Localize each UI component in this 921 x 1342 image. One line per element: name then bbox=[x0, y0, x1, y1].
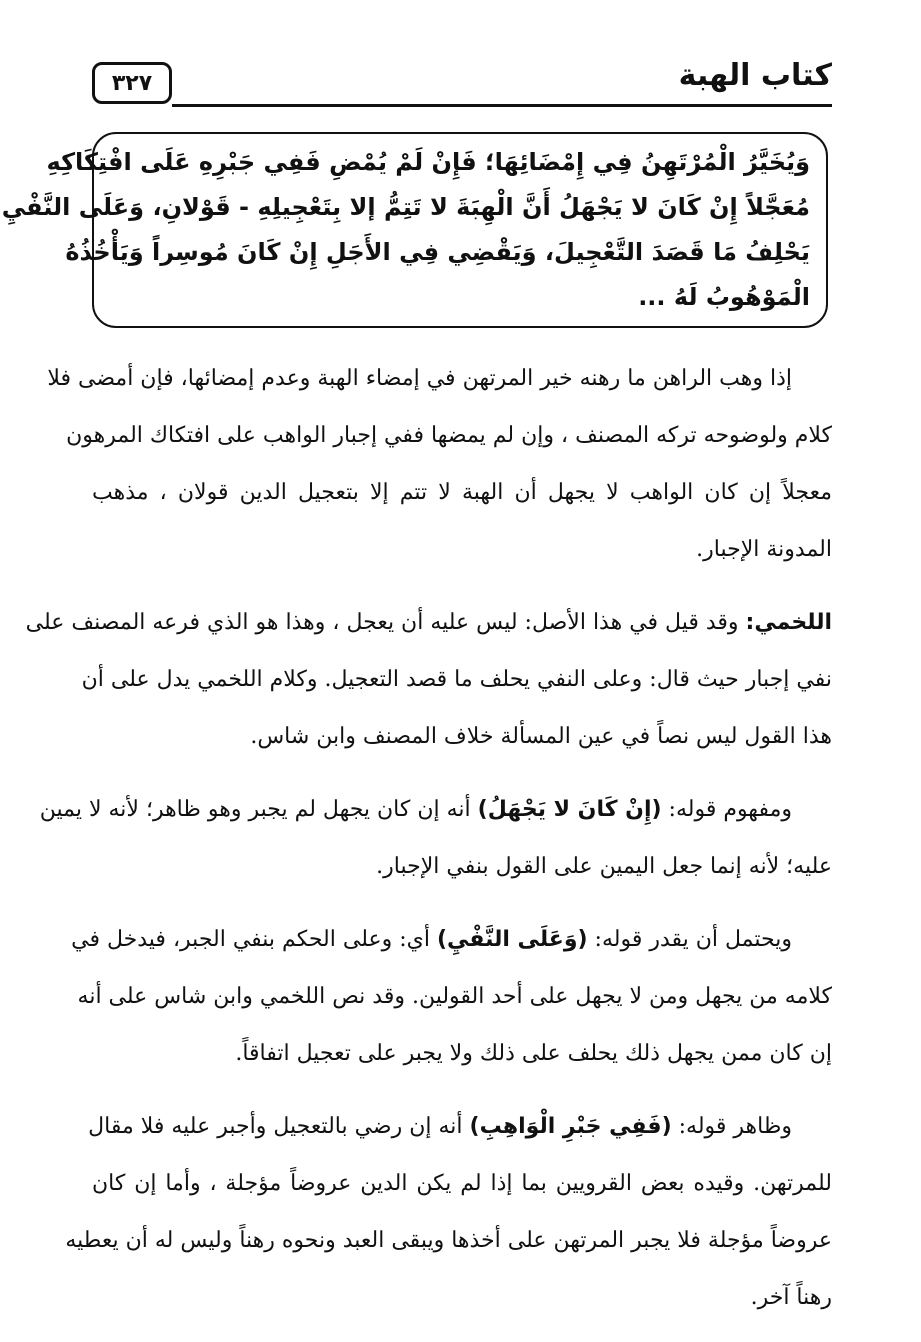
text-line: معجلاً إن كان الواهب لا يجهل أن الهبة لا تتم إلا بتعجيل الدين قولان ، مذهب bbox=[92, 480, 832, 505]
matn-line: الْمَوْهُوبُ لَهُ ... bbox=[638, 283, 810, 311]
paragraph-5 bbox=[65, 1098, 832, 1326]
header-divider bbox=[172, 104, 832, 107]
text-line: إن كان ممن يجهل ذلك يحلف على ذلك ولا يجبر على تعجيل اتفاقاً. bbox=[235, 1041, 832, 1066]
matn-box bbox=[1, 132, 828, 328]
paragraph-3 bbox=[39, 781, 832, 895]
matn-line: وَيُخَيَّرُ الْمُرْتَهِنُ فِي إِمْضَائِهَا؛ فَإِنْ لَمْ يُمْضِ فَفِي جَبْرِهِ عَلَى افْتِكَاكِهِ bbox=[46, 148, 810, 176]
text-run: ومفهوم قوله: bbox=[661, 797, 792, 822]
page-header bbox=[92, 58, 832, 110]
text-run: أنه إن رضي بالتعجيل وأجبر عليه فلا مقال bbox=[88, 1114, 470, 1139]
text-run: أي: وعلى الحكم بنفي الجبر، فيدخل في bbox=[71, 927, 437, 952]
text-line: عروضاً مؤجلة فلا يجبر المرتهن على أخذها ويبقى العبد ونحوه رهناً وليس له أن يعطيه bbox=[65, 1228, 832, 1253]
text-line bbox=[25, 594, 832, 651]
text-line: للمرتهن. وقيده بعض القرويين بما إذا لم يكن الدين عروضاً مؤجلة ، وأما إن كان bbox=[92, 1171, 832, 1196]
text-line bbox=[39, 781, 832, 838]
text-line bbox=[71, 911, 832, 968]
text-run: أنه إن كان يجهل لم يجبر وهو ظاهر؛ لأنه لا يمين bbox=[39, 797, 478, 822]
text-line: رهناً آخر. bbox=[750, 1285, 832, 1310]
text-line: إذا وهب الراهن ما رهنه خير المرتهن في إمضاء الهبة وعدم إمضائها، فإن أمضى فلا bbox=[47, 366, 792, 391]
matn-line: يَحْلِفُ مَا قَصَدَ التَّعْجِيلَ، وَيَقْضِي فِي الأَجَلِ إِنْ كَانَ مُوسِراً وَيَأْخُذُهُ bbox=[65, 238, 810, 266]
paragraph-2 bbox=[25, 594, 832, 765]
paragraph-1 bbox=[47, 350, 832, 578]
text-run: وظاهر قوله: bbox=[671, 1114, 792, 1139]
text-line: عليه؛ لأنه إنما جعل اليمين على القول بنفي الإجبار. bbox=[376, 854, 832, 879]
text-line bbox=[88, 1098, 832, 1155]
matn-quote: (وَعَلَى النَّفْيِ) bbox=[436, 927, 588, 952]
text-run: ويحتمل أن يقدر قوله: bbox=[587, 927, 792, 952]
matn-line: مُعَجَّلاً إِنْ كَانَ لا يَجْهَلُ أَنَّ الْهِبَةَ لا تَتِمُّ إلا بِتَعْجِيلِهِ - قَوْلانِ، وَعَلَى النَّفْيِ bbox=[1, 193, 810, 221]
text-run: وقد قيل في هذا الأصل: ليس عليه أن يعجل ، وهذا هو الذي فرعه المصنف على bbox=[25, 610, 746, 635]
paragraph-4 bbox=[71, 911, 832, 1082]
page-number: ٣٢٧ bbox=[92, 62, 172, 104]
book-title: كتاب الهبة bbox=[678, 58, 832, 93]
matn-quote: (فَفِي جَبْرِ الْوَاهِبِ) bbox=[469, 1114, 672, 1139]
text-line: هذا القول ليس نصاً في عين المسألة خلاف المصنف وابن شاس. bbox=[250, 724, 832, 749]
text-line: كلامه من يجهل ومن لا يجهل على أحد القولين. وقد نص اللخمي وابن شاس على أنه bbox=[77, 984, 832, 1009]
matn-quote: (إِنْ كَانَ لا يَجْهَلُ) bbox=[477, 797, 662, 822]
text-line: نفي إجبار حيث قال: وعلى النفي يحلف ما قصد التعجيل. وكلام اللخمي يدل على أن bbox=[81, 667, 832, 692]
commentary-body bbox=[25, 350, 832, 1342]
text-line: كلام ولوضوحه تركه المصنف ، وإن لم يمضها ففي إجبار الواهب على افتكاك المرهون bbox=[66, 423, 832, 448]
text-line: المدونة الإجبار. bbox=[696, 537, 832, 562]
author-name: اللخمي: bbox=[745, 610, 832, 635]
